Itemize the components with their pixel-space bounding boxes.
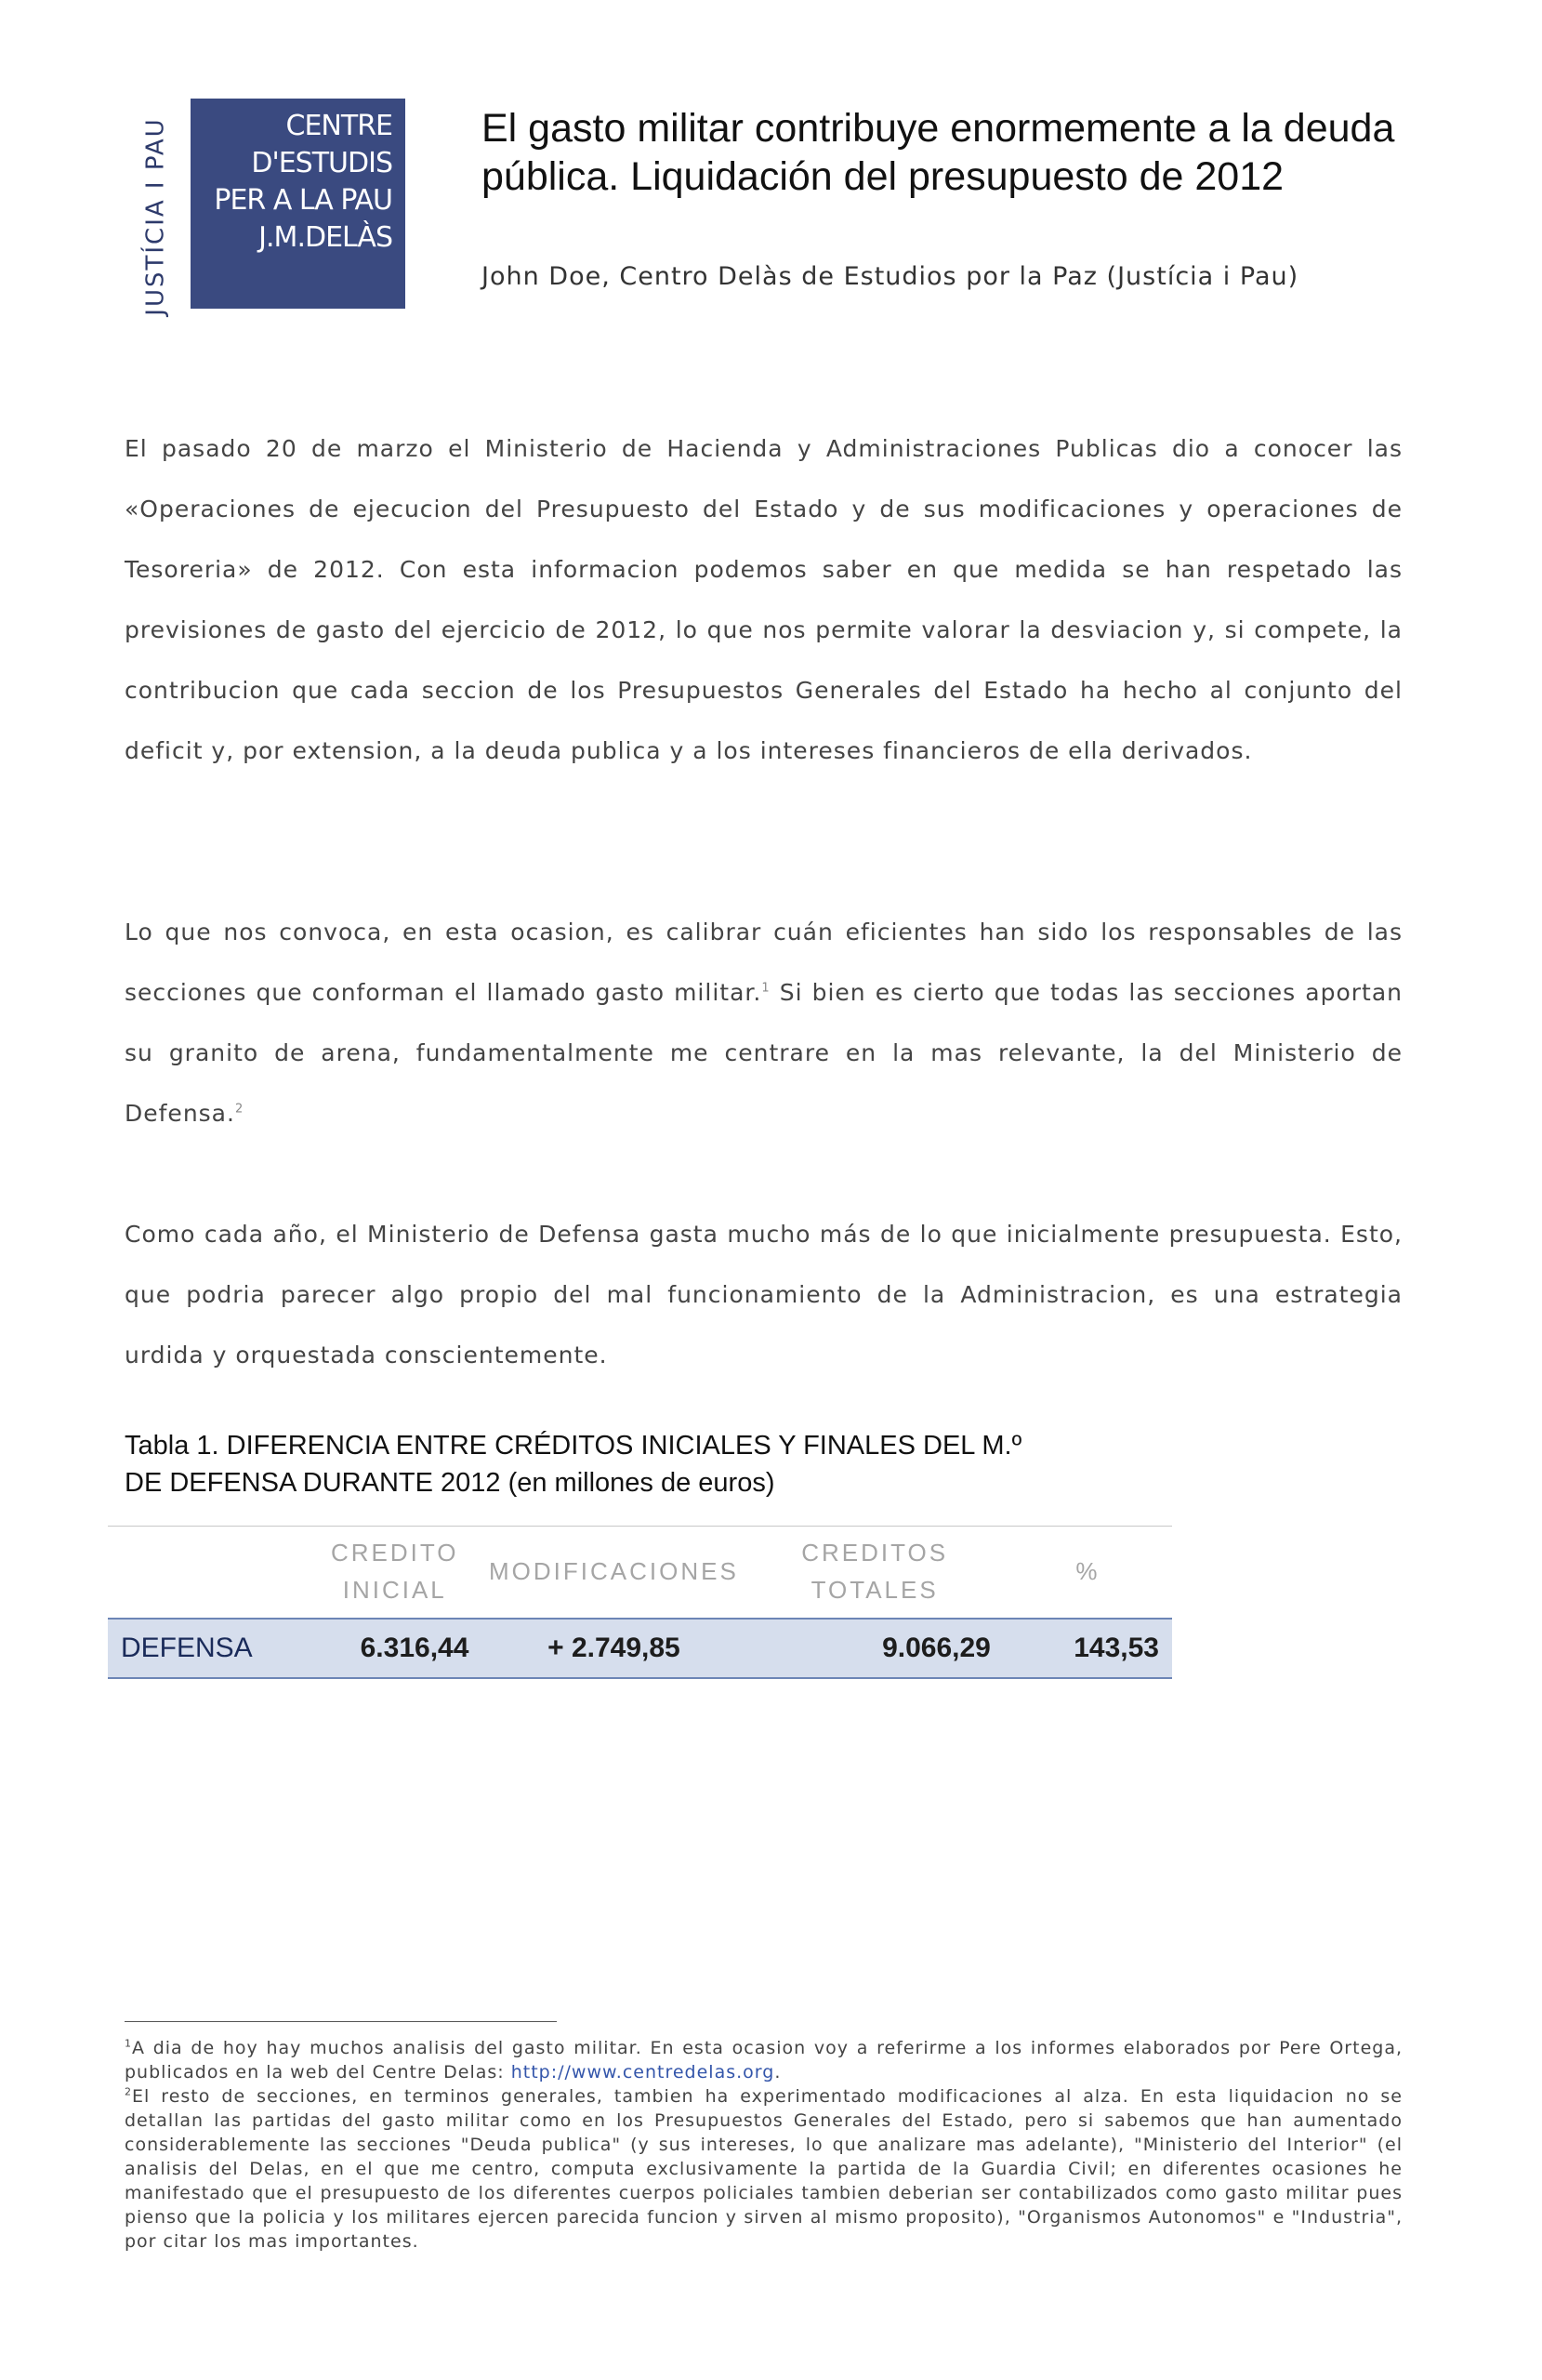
footnote-2-mark: 2 bbox=[125, 2085, 132, 2098]
footnote-1 bbox=[125, 2036, 1403, 2084]
row-label: DEFENSA bbox=[108, 1619, 308, 1678]
table-header-credito-inicial: CREDITO INICIAL bbox=[308, 1527, 481, 1620]
logo-line-3: J.M.DELÀS bbox=[258, 221, 392, 254]
logo-line-2: PER A LA PAU bbox=[214, 184, 392, 217]
table-header-empty bbox=[108, 1527, 308, 1620]
paragraph-3: Como cada año, el Ministerio de Defensa gasta mucho más de lo que inicialmente presupuesta. Esto, que podria parecer algo propio del mal funcionamiento de la Administracion, es una estrategia urdida y orquestada conscientemente. bbox=[125, 1221, 1403, 1368]
paragraph-2-part-1: Lo que nos convoca, en esta ocasion, es calibrar cuán eficientes han sido los responsables de las secciones que conforman el llamado gasto militar. bbox=[125, 919, 1403, 1006]
cell-porcentaje: 143,53 bbox=[1004, 1619, 1172, 1678]
footnote-1-text: A dia de hoy hay muchos analisis del gasto militar. En esta ocasion voy a referirme a los informes elaborados por Pere Ortega, publicados en la web del Centre Delas: bbox=[125, 2038, 1403, 2082]
data-table bbox=[108, 1526, 1172, 1679]
cell-credito-inicial: 6.316,44 bbox=[308, 1619, 481, 1678]
table-header-creditos-totales: CREDITOS TOTALES bbox=[745, 1527, 1003, 1620]
table-caption-prefix: Tabla 1. bbox=[125, 1431, 227, 1461]
table-header-row bbox=[108, 1527, 1172, 1620]
page-title: El gasto militar contribuye enormemente a la deuda pública. Liquidación del presupuesto de 2012 bbox=[481, 106, 1395, 199]
paragraph-2 bbox=[125, 902, 1403, 1144]
footnotes bbox=[125, 2036, 1403, 2254]
paragraph-1: El pasado 20 de marzo el Ministerio de Hacienda y Administraciones Publicas dio a conocer las «Operaciones de ejecucion del Presupuesto del Estado y de sus modificaciones y operaciones de Tesoreria» de 2012. Con esta informacion podemos saber en que medida se han respetado las previsiones de gasto del ejercicio de 2012, lo que nos permite valorar la desviacion y, si compete, la contribucion que cada seccion de los Presupuestos Generales del Estado ha hecho al conjunto del deficit y, por extension, a la deuda publica y a los intereses financieros de ella derivados. bbox=[125, 435, 1403, 764]
footnote-1-end: . bbox=[774, 2062, 782, 2082]
table-header-modificaciones: MODIFICACIONES bbox=[481, 1527, 745, 1620]
logo bbox=[191, 99, 405, 309]
table-caption-main: DIFERENCIA ENTRE CRÉDITOS INICIALES Y FINALES DEL M.º DE DEFENSA DURANTE 2012 bbox=[125, 1431, 1022, 1498]
table-header-percent: % bbox=[1004, 1527, 1172, 1620]
paragraph-2-part-2: Si bien es cierto que todas las secciones aportan su granito de arena, fundamentalmente me centrare en la mas relevante, la del Ministerio de Defensa. bbox=[125, 979, 1403, 1127]
footnote-divider bbox=[125, 2021, 557, 2022]
footnote-1-link[interactable]: http://www.centredelas.org bbox=[510, 2062, 775, 2082]
author-line: John Doe, Centro Delàs de Estudios por la Paz (Justícia i Pau) bbox=[481, 262, 1299, 291]
cell-creditos-totales: 9.066,29 bbox=[745, 1619, 1003, 1678]
footnote-2 bbox=[125, 2084, 1403, 2254]
logo-line-1: CENTRE D'ESTUDIS bbox=[251, 110, 392, 179]
logo-vertical-text: JUSTÍCIA I PAU bbox=[142, 117, 171, 316]
table-row bbox=[108, 1619, 1172, 1678]
footnote-1-mark: 1 bbox=[125, 2037, 132, 2050]
table-caption bbox=[125, 1427, 1054, 1501]
footnote-2-text: El resto de secciones, en terminos generales, tambien ha experimentado modificaciones al alza. En esta liquidacion no se detallan las partidas del gasto militar como en los Presupuestos Generales del Estado, pero si sabemos que han aumentado considerablemente las secciones "Deuda publica" (y sus intereses, lo que analizare mas adelante), "Ministerio del Interior" (el analisis del Delas, en el que me centro, computa exclusivamente la partida de la Guardia Civil; en diferentes ocasiones he manifestado que el presupuesto de los diferentes cuerpos policiales tambien deberian ser contabilizados como gasto militar pues pienso que la policia y los militares ejercen parecida funcion y sirven al mismo proposito), "Organismos Autonomos" e "Industria", por citar los mas importantes. bbox=[125, 2086, 1403, 2252]
footnote-ref-1[interactable]: 1 bbox=[761, 981, 771, 996]
footnote-ref-2[interactable]: 2 bbox=[234, 1102, 244, 1117]
cell-modificaciones: + 2.749,85 bbox=[481, 1619, 745, 1678]
table-caption-suffix: (en millones de euros) bbox=[500, 1468, 775, 1498]
